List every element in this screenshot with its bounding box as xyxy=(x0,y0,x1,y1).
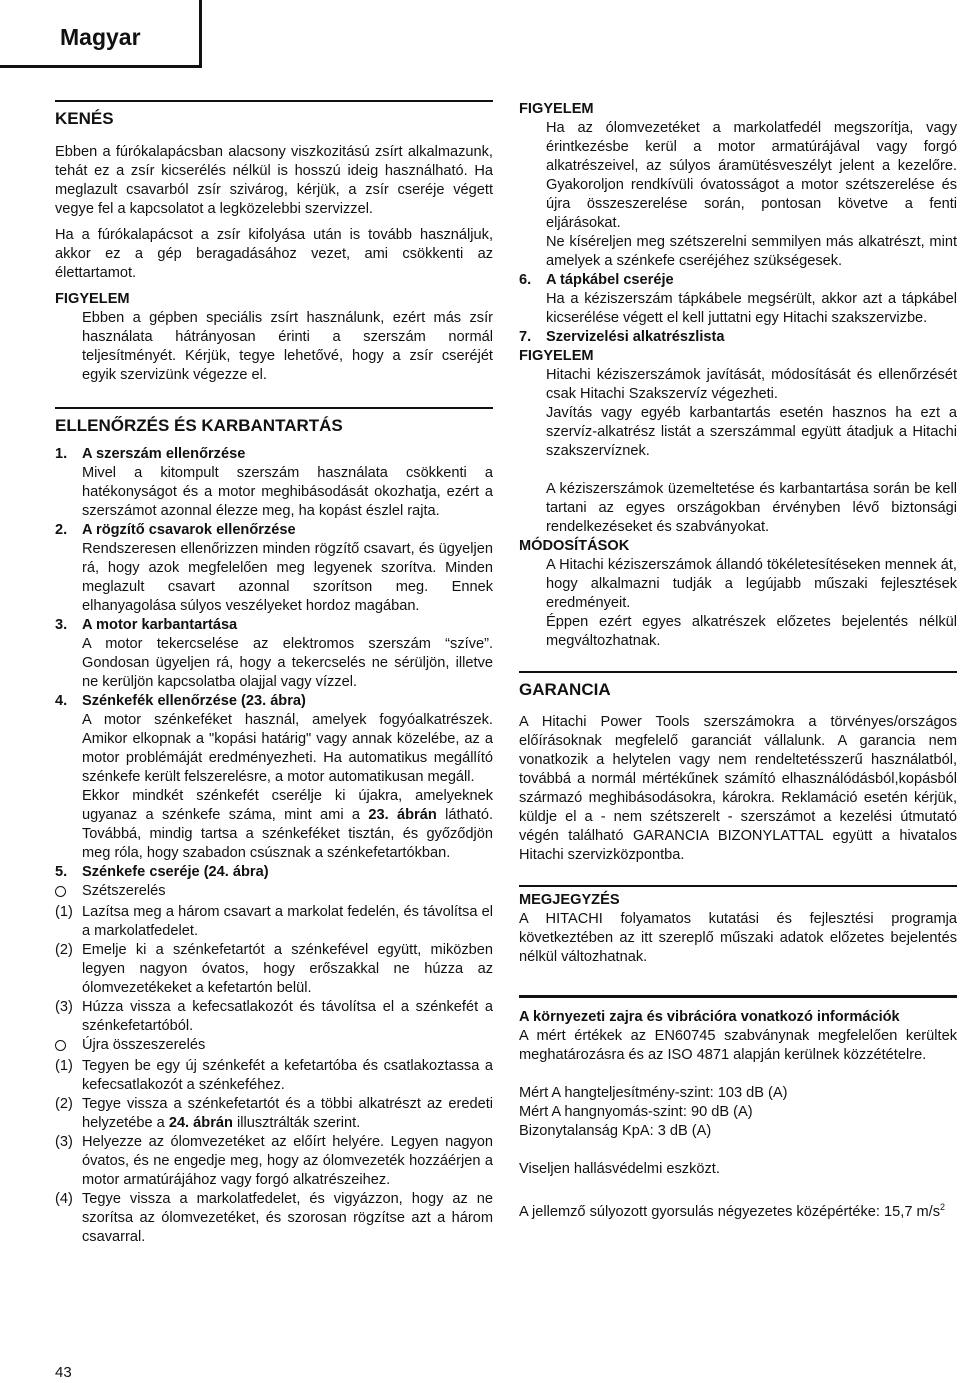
warning-label: FIGYELEM xyxy=(519,101,594,117)
section-text: A Hitachi kéziszerszámok állandó tökéletesítéseken mennek át, hogy alkalmazni tudják a legújabb műszaki fejlesztések eredményeit. xyxy=(546,557,957,611)
disassembly-heading: Szétszerelés xyxy=(55,882,493,903)
noise-text: A mért értékek az EN60745 szabványnak megfelelően kerültek meghatározásra és az ISO 4871 alapján kerülnek közzétételre. xyxy=(519,1028,957,1063)
lubrication-paragraph: Ha a fúrókalapácsot a zsír kifolyása után is tovább használjuk, akkor ez a gép beragadásához vezet, ami csökkenti az élettartamot. xyxy=(55,227,493,281)
circle-icon xyxy=(55,1040,66,1051)
section-text: A motor szénkeféket használ, amelyek fogyóalkatrészek. Amikor elkopnak a "kopási határig" vagy annak közelébe, az a motor problémáját eredményezheti. Ha automatikus megállító szénkefe került felszerelésre, a motor automatikusan megáll. xyxy=(82,712,493,785)
warning-text: Ha az ólomvezetéket a markolatfedél megszorítja, vagy érintkezésbe kerül a motor armatúrájával vagy forgó alkatrészeivel, az súlyos áramütésveszélyt jelent a kezelőre. Gyakoroljon rendkívüli óvatosságot a motor szétszerelése és újra összeszerelése során, pontosan követve a fenti eljárásokat. xyxy=(546,120,957,231)
lubrication-paragraph: Ebben a fúrókalapácsban alacsony viszkozitású zsírt alkalmazunk, tehát ez a zsír kicserélés nélkül is hosszú ideig használható. Ha meglazult csavarból zsír szivárog, kérjük, a zsír cseréje végett vegye fel a kapcsolatot a legközelebbi szervizzel. xyxy=(55,144,493,217)
section-title: Szénkefe cseréje (24. ábra) xyxy=(82,864,269,880)
section-title: A motor karbantartása xyxy=(82,617,238,633)
lubrication-heading: KENÉS xyxy=(55,109,114,128)
section-motor: 3. A motor karbantartása xyxy=(55,616,493,635)
list-item: (1) Tegyen be egy új szénkefét a kefetartóba és csatlakoztassa a kefecsatlakozót a szénkeféhez. xyxy=(55,1058,493,1093)
section-text: Rendszeresen ellenőrizzen minden rögzítő csavart, és ügyeljen rá, hogy azok megfelelően meg legyenek szorítva. Minden meglazult csavart azonnal szorítson meg. Ennek elhanyagolása súlyos veszélyeket hordoz magában. xyxy=(82,541,493,614)
noise-line: Mért A hangnyomás-szint: 90 dB (A) xyxy=(519,1104,753,1120)
section-screws: 2. A rögzítő csavarok ellenőrzése xyxy=(55,521,493,540)
warning-label: FIGYELEM xyxy=(55,291,130,307)
section-text: Mivel a kitompult szerszám használata csökkenti a hatékonyságot és a motor meghibásodását okozhatja, ezért a szerszámot azonnal élezze meg, ha kopást észlel rajta. xyxy=(82,465,493,519)
list-item: (2) Tegye vissza a szénkefetartót és a többi alkatrészt az eredeti helyzetébe a 24. ábrán illusztrálták szerint. xyxy=(55,1096,493,1131)
section-title: A szerszám ellenőrzése xyxy=(82,446,246,462)
list-item: (4) Tegye vissza a markolatfedelet, és vigyázzon, hogy az ne szorítsa az ólomvezetéket, és szorosan rögzítse azt a három csavarral. xyxy=(55,1191,493,1245)
language-label: Magyar xyxy=(60,24,141,50)
warning-text: Ebben a gépben speciális zsírt használunk, ezért más zsír használata hátrányosan érinti a szerszám normál teljesítményét. Kérjük, tegye lehetővé, hogy a zsír cseréjét egyik szervizünk végezze el. xyxy=(82,310,493,383)
noise-line: Mért A hangteljesítmény-szint: 103 dB (A) xyxy=(519,1085,788,1101)
list-item: (3) Helyezze az ólomvezetéket az előírt helyére. Legyen nagyon óvatos, és ne engedje meg, hogy az ólomvezeték hozzáérjen a motor armatúrájához vagy forgó alkatrészeihez. xyxy=(55,1134,493,1188)
section-text: Ekkor mindkét szénkefét cserélje ki újakra, amelyeknek ugyanaz a szénkefe száma, mint ami a 23. ábrán látható. Továbbá, mindig tartsa a szénkeféket tisztán, és győződjön meg róla, hogy szabadon csúsznak a szénkefetartókban. xyxy=(82,788,494,861)
warning-text: Ne kíséreljen meg szétszerelni semmilyen más alkatrészt, mint amelyek a szénkefe cseréjéhez szükségesek. xyxy=(546,234,957,269)
section-brush-replacement: 5. Szénkefe cseréje (24. ábra) xyxy=(55,863,493,882)
right-column xyxy=(519,100,957,1222)
section-title: Szénkefék ellenőrzése (23. ábra) xyxy=(82,693,306,709)
section-power-cord: 6. A tápkábel cseréje xyxy=(519,271,957,290)
section-text: Javítás vagy egyéb karbantartás esetén hasznos ha ezt a szervíz-alkatrész listát a szerszámmal együtt átadjuk a Hitachi szakszervíznek. xyxy=(546,405,957,459)
section-text: Hitachi kéziszerszámok javítását, módosítását és ellenőrzését csak Hitachi Szakszervíz végezheti. xyxy=(546,367,957,402)
noise-heading: A környezeti zajra és vibrációra vonatkozó információk xyxy=(519,1009,900,1025)
section-title: A tápkábel cseréje xyxy=(546,272,674,288)
modifications-label: MÓDOSÍTÁSOK xyxy=(519,538,630,554)
guarantee-heading: GARANCIA xyxy=(519,680,611,699)
section-text: A motor tekercselése az elektromos szerszám “szíve”. Gondosan ügyeljen rá, hogy a tekercselés ne sérüljön, illetve ne kerüljön kapcsolatba olajjal vagy vízzel. xyxy=(82,636,493,690)
section-service-parts: 7. Szervizelési alkatrészlista xyxy=(519,328,957,347)
section-text: Éppen ezért egyes alkatrészek előzetes bejelentés nélkül megváltozhatnak. xyxy=(546,614,957,649)
hearing-protection: Viseljen hallásvédelmi eszközt. xyxy=(519,1161,720,1177)
list-item: (1) Lazítsa meg a három csavart a markolat fedelén, és távolítsa el a markolatfedelet. xyxy=(55,904,493,939)
page-number: 43 xyxy=(55,1364,72,1381)
noise-line: Bizonytalanság KpA: 3 dB (A) xyxy=(519,1123,712,1139)
circle-icon xyxy=(55,886,66,897)
maintenance-heading: ELLENŐRZÉS ÉS KARBANTARTÁS xyxy=(55,416,343,435)
warning-label: FIGYELEM xyxy=(519,348,594,364)
section-title: Szervizelési alkatrészlista xyxy=(546,329,725,345)
note-label: MEGJEGYZÉS xyxy=(519,892,620,908)
section-brushes: 4. Szénkefék ellenőrzése (23. ábra) xyxy=(55,692,493,711)
vibration-text: A jellemző súlyozott gyorsulás négyezetes középértéke: 15,7 $m/s^2$ xyxy=(519,1202,946,1220)
section-text: Ha a kéziszerszám tápkábele megsérült, akkor azt a tápkábel kicserélése végett el kell juttatni egy Hitachi szakszervizbe. xyxy=(546,291,957,326)
list-item: (3) Húzza vissza a kefecsatlakozót és távolítsa el a szénkefét a szénkefetartóból. xyxy=(55,999,493,1034)
list-item: (2) Emelje ki a szénkefetartót a szénkefével együtt, miközben legyen nagyon óvatos, hogy erőszakkal ne húzza az ólomvezetékeket a kefetartón belül. xyxy=(55,942,493,996)
reassembly-heading: Újra összeszerelés xyxy=(55,1036,493,1057)
language-tab xyxy=(0,0,202,68)
note-text: A HITACHI folyamatos kutatási és fejlesztési programja következtében az itt szereplő műszaki adatok előzetes bejelentés nélkül változhatnak. xyxy=(519,911,957,965)
left-column xyxy=(55,100,493,1247)
section-title: A rögzítő csavarok ellenőrzése xyxy=(82,522,296,538)
section-inspection: 1. A szerszám ellenőrzése xyxy=(55,445,493,464)
guarantee-text: A Hitachi Power Tools szerszámokra a törvényes/országos előírásoknak megfelelő garanciát vállalunk. A garancia nem vonatkozik a helytelen vagy nem rendeltetésszerű használatból, továbbá a normál mértékűnek számító elhasználódásból,kopásból származó meghibásodásokra, károkra. Reklamáció esetén kérjük, küldje el a - nem szétszerelt - szerszámot a kezelési útmutató végén található GARANCIA BIZONYLATTAL együtt a hivatalos Hitachi szervizközpontba. xyxy=(519,714,957,863)
section-text: A kéziszerszámok üzemeltetése és karbantartása során be kell tartani az egyes országokban érvényben lévő biztonsági rendelkezéseket és szabványokat. xyxy=(546,481,957,535)
